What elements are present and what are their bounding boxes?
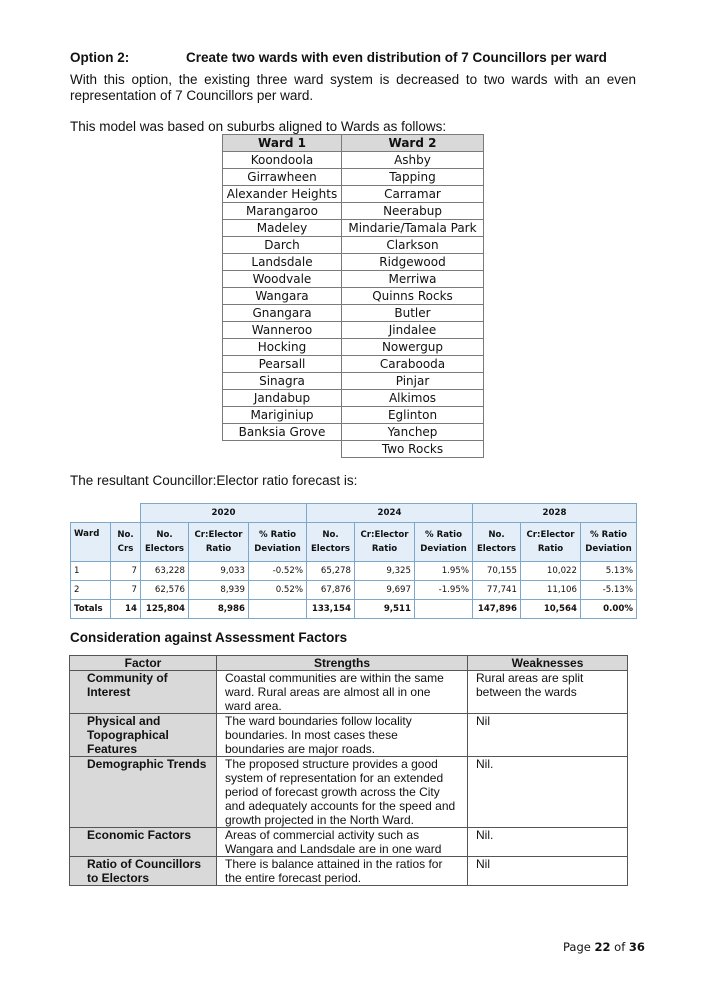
year-2028: 2028 bbox=[473, 504, 637, 523]
ratio-col-header bbox=[355, 523, 415, 562]
ward1-suburb: Wangara bbox=[223, 288, 342, 305]
of-label: of bbox=[614, 940, 626, 954]
ward1-suburb: Landsdale bbox=[223, 254, 342, 271]
option-heading bbox=[70, 50, 607, 65]
factor-strengths-cell: There is balance attained in the ratios for the entire forecast period. bbox=[217, 857, 468, 886]
ward1-header: Ward 1 bbox=[223, 135, 342, 152]
assessment-factors-table bbox=[69, 655, 628, 886]
ratio-row bbox=[71, 562, 637, 581]
ratio-col-header-line2: Ratio bbox=[537, 544, 564, 554]
weaknesses-header: Weaknesses bbox=[468, 656, 628, 671]
deviation-col-header bbox=[415, 523, 473, 562]
ratio-value-cell: 9,325 bbox=[355, 562, 415, 581]
ward-row bbox=[223, 152, 484, 169]
ratio-value-cell: 70,155 bbox=[473, 562, 521, 581]
option-number: Option 2: bbox=[70, 50, 130, 65]
ward-row bbox=[223, 356, 484, 373]
ward2-suburb: Merriwa bbox=[342, 271, 484, 288]
factor-factor-cell: Ratio of Councillors to Electors bbox=[70, 857, 217, 886]
ratio-value-cell: 0.52% bbox=[249, 581, 307, 600]
ward1-suburb bbox=[223, 441, 342, 458]
ratio-value-cell: 65,278 bbox=[307, 562, 355, 581]
ratio-value-cell: 9,511 bbox=[355, 600, 415, 619]
factor-factor-cell: Community of Interest bbox=[70, 671, 217, 714]
ratio-value-cell: 147,896 bbox=[473, 600, 521, 619]
ratio-value-cell: 5.13% bbox=[581, 562, 637, 581]
wards-table bbox=[222, 134, 484, 458]
deviation-col-header-line1: % Ratio bbox=[590, 530, 627, 540]
ratio-value-cell: 14 bbox=[111, 600, 141, 619]
ward2-header: Ward 2 bbox=[342, 135, 484, 152]
ward-row bbox=[223, 237, 484, 254]
ward-col-header bbox=[71, 523, 111, 562]
ward-row bbox=[223, 390, 484, 407]
ratio-value-cell: 7 bbox=[111, 562, 141, 581]
ward1-suburb: Wanneroo bbox=[223, 322, 342, 339]
factor-strengths-cell: The ward boundaries follow locality boundaries. In most cases these boundaries are major roads. bbox=[217, 714, 468, 757]
ratio-value-cell: 1.95% bbox=[415, 562, 473, 581]
ratio-col-header-line2: Ratio bbox=[371, 544, 398, 554]
ward2-suburb: Ridgewood bbox=[342, 254, 484, 271]
electors-col-header-line1: No. bbox=[488, 530, 505, 540]
ratio-value-cell: 8,986 bbox=[189, 600, 249, 619]
ward1-suburb: Jandabup bbox=[223, 390, 342, 407]
ward-row bbox=[223, 271, 484, 288]
ward2-suburb: Eglinton bbox=[342, 407, 484, 424]
ratio-value-cell: -1.95% bbox=[415, 581, 473, 600]
ward-row bbox=[223, 441, 484, 458]
ratio-value-cell: 9,697 bbox=[355, 581, 415, 600]
ward2-suburb: Alkimos bbox=[342, 390, 484, 407]
electors-col-header-line2: Electors bbox=[476, 544, 517, 554]
ratio-value-cell: 8,939 bbox=[189, 581, 249, 600]
factor-row bbox=[70, 828, 628, 857]
deviation-col-header bbox=[581, 523, 637, 562]
ward-row bbox=[223, 305, 484, 322]
factor-strengths-cell: Areas of commercial activity such as Wangara and Landsdale are in one ward bbox=[217, 828, 468, 857]
ward2-suburb: Butler bbox=[342, 305, 484, 322]
deviation-col-header-line1: % Ratio bbox=[425, 530, 462, 540]
ward1-suburb: Girrawheen bbox=[223, 169, 342, 186]
ratio-value-cell: 7 bbox=[111, 581, 141, 600]
electors-col-header bbox=[307, 523, 355, 562]
factor-weaknesses-cell: Nil. bbox=[468, 757, 628, 828]
page-label: Page bbox=[563, 940, 591, 954]
ratio-col-header-line1: Cr:Elector bbox=[194, 530, 243, 540]
electors-col-header bbox=[141, 523, 189, 562]
ward1-suburb: Alexander Heights bbox=[223, 186, 342, 203]
ratio-ward-cell: Totals bbox=[71, 600, 111, 619]
ward-row bbox=[223, 288, 484, 305]
ward2-suburb: Carabooda bbox=[342, 356, 484, 373]
ratio-value-cell: 9,033 bbox=[189, 562, 249, 581]
electors-col-header-line2: Electors bbox=[144, 544, 185, 554]
ratio-value-cell: -0.52% bbox=[249, 562, 307, 581]
factor-factor-cell: Physical and Topographical Features bbox=[70, 714, 217, 757]
ward2-suburb: Ashby bbox=[342, 152, 484, 169]
ratio-col-header-line1: Cr:Elector bbox=[526, 530, 575, 540]
factor-weaknesses-cell: Rural areas are split between the wards bbox=[468, 671, 628, 714]
deviation-col-header-line2: Deviation bbox=[585, 544, 632, 554]
deviation-col-header-line2: Deviation bbox=[254, 544, 301, 554]
ward1-suburb: Darch bbox=[223, 237, 342, 254]
factor-strengths-cell: Coastal communities are within the same ward. Rural areas are almost all in one ward area. bbox=[217, 671, 468, 714]
factor-header: Factor bbox=[70, 656, 217, 671]
ward-row bbox=[223, 254, 484, 271]
option-title: Create two wards with even distribution of 7 Councillors per ward bbox=[186, 50, 607, 65]
strengths-header: Strengths bbox=[217, 656, 468, 671]
ratio-value-cell: 125,804 bbox=[141, 600, 189, 619]
ward-col-header-line1: Ward bbox=[74, 529, 100, 539]
factor-row bbox=[70, 671, 628, 714]
ratio-col-header-line2: Ratio bbox=[205, 544, 232, 554]
intro-paragraph: With this option, the existing three ward system is decreased to two wards with an even representation of 7 Councillors per ward. bbox=[70, 72, 636, 103]
ward-row bbox=[223, 220, 484, 237]
factor-weaknesses-cell: Nil bbox=[468, 714, 628, 757]
ward1-suburb: Pearsall bbox=[223, 356, 342, 373]
ratio-value-cell: 10,564 bbox=[521, 600, 581, 619]
factor-row bbox=[70, 757, 628, 828]
ratio-col-header-line1: Cr:Elector bbox=[360, 530, 409, 540]
deviation-col-header-line1: % Ratio bbox=[259, 530, 296, 540]
model-intro-text: This model was based on suburbs aligned to Wards as follows: bbox=[70, 119, 447, 134]
ward2-suburb: Clarkson bbox=[342, 237, 484, 254]
crs-col-header-line1: No. bbox=[117, 530, 134, 540]
ratio-value-cell bbox=[249, 600, 307, 619]
ward1-suburb: Koondoola bbox=[223, 152, 342, 169]
ward1-suburb: Madeley bbox=[223, 220, 342, 237]
deviation-col-header-line2: Deviation bbox=[420, 544, 467, 554]
ward2-suburb: Carramar bbox=[342, 186, 484, 203]
ratio-row bbox=[71, 600, 637, 619]
electors-col-header-line1: No. bbox=[322, 530, 339, 540]
factor-strengths-cell: The proposed structure provides a good system of representation for an extended period of forecast growth across the City and adequately accounts for the speed and growth projected in the North Ward. bbox=[217, 757, 468, 828]
electors-col-header-line1: No. bbox=[156, 530, 173, 540]
ward1-suburb: Sinagra bbox=[223, 373, 342, 390]
ratio-value-cell: 62,576 bbox=[141, 581, 189, 600]
ratio-col-header bbox=[189, 523, 249, 562]
ratio-col-header bbox=[521, 523, 581, 562]
page-number: 22 bbox=[594, 940, 611, 954]
ward2-suburb: Pinjar bbox=[342, 373, 484, 390]
ward1-suburb: Marangaroo bbox=[223, 203, 342, 220]
ratio-value-cell: 67,876 bbox=[307, 581, 355, 600]
electors-col-header-line2: Electors bbox=[310, 544, 351, 554]
year-2020: 2020 bbox=[141, 504, 307, 523]
ward-row bbox=[223, 339, 484, 356]
ward-row bbox=[223, 424, 484, 441]
ratio-forecast-table bbox=[70, 503, 637, 619]
ratio-value-cell: 63,228 bbox=[141, 562, 189, 581]
ward-row bbox=[223, 322, 484, 339]
factor-row bbox=[70, 714, 628, 757]
ward-row bbox=[223, 203, 484, 220]
ward1-suburb: Mariginiup bbox=[223, 407, 342, 424]
factor-weaknesses-cell: Nil bbox=[468, 857, 628, 886]
ward2-suburb: Mindarie/Tamala Park bbox=[342, 220, 484, 237]
factor-factor-cell: Economic Factors bbox=[70, 828, 217, 857]
crs-col-header-line2: Crs bbox=[117, 544, 134, 554]
deviation-col-header bbox=[249, 523, 307, 562]
ratio-ward-cell: 2 bbox=[71, 581, 111, 600]
ratio-value-cell: 77,741 bbox=[473, 581, 521, 600]
ward-row bbox=[223, 186, 484, 203]
factor-row bbox=[70, 857, 628, 886]
ratio-row bbox=[71, 581, 637, 600]
factor-weaknesses-cell: Nil. bbox=[468, 828, 628, 857]
ward-row bbox=[223, 373, 484, 390]
ward2-suburb: Jindalee bbox=[342, 322, 484, 339]
ward2-suburb: Nowergup bbox=[342, 339, 484, 356]
ratio-value-cell bbox=[415, 600, 473, 619]
crs-col-header bbox=[111, 523, 141, 562]
ward2-suburb: Yanchep bbox=[342, 424, 484, 441]
ward-row bbox=[223, 169, 484, 186]
year-2024: 2024 bbox=[307, 504, 473, 523]
total-pages: 36 bbox=[628, 940, 645, 954]
ward2-suburb: Tapping bbox=[342, 169, 484, 186]
factor-factor-cell: Demographic Trends bbox=[70, 757, 217, 828]
ratio-ward-cell: 1 bbox=[71, 562, 111, 581]
ward1-suburb: Hocking bbox=[223, 339, 342, 356]
ward2-suburb: Two Rocks bbox=[342, 441, 484, 458]
ward1-suburb: Woodvale bbox=[223, 271, 342, 288]
ratio-value-cell: 11,106 bbox=[521, 581, 581, 600]
ward1-suburb: Banksia Grove bbox=[223, 424, 342, 441]
ward-row bbox=[223, 407, 484, 424]
ward2-suburb: Neerabup bbox=[342, 203, 484, 220]
ratio-value-cell: 0.00% bbox=[581, 600, 637, 619]
page-footer bbox=[563, 940, 645, 954]
ratio-intro-text: The resultant Councillor:Elector ratio forecast is: bbox=[70, 473, 358, 488]
ratio-value-cell: -5.13% bbox=[581, 581, 637, 600]
ratio-value-cell: 10,022 bbox=[521, 562, 581, 581]
ward1-suburb: Gnangara bbox=[223, 305, 342, 322]
assessment-heading: Consideration against Assessment Factors bbox=[70, 630, 348, 645]
electors-col-header bbox=[473, 523, 521, 562]
ward2-suburb: Quinns Rocks bbox=[342, 288, 484, 305]
ratio-value-cell: 133,154 bbox=[307, 600, 355, 619]
